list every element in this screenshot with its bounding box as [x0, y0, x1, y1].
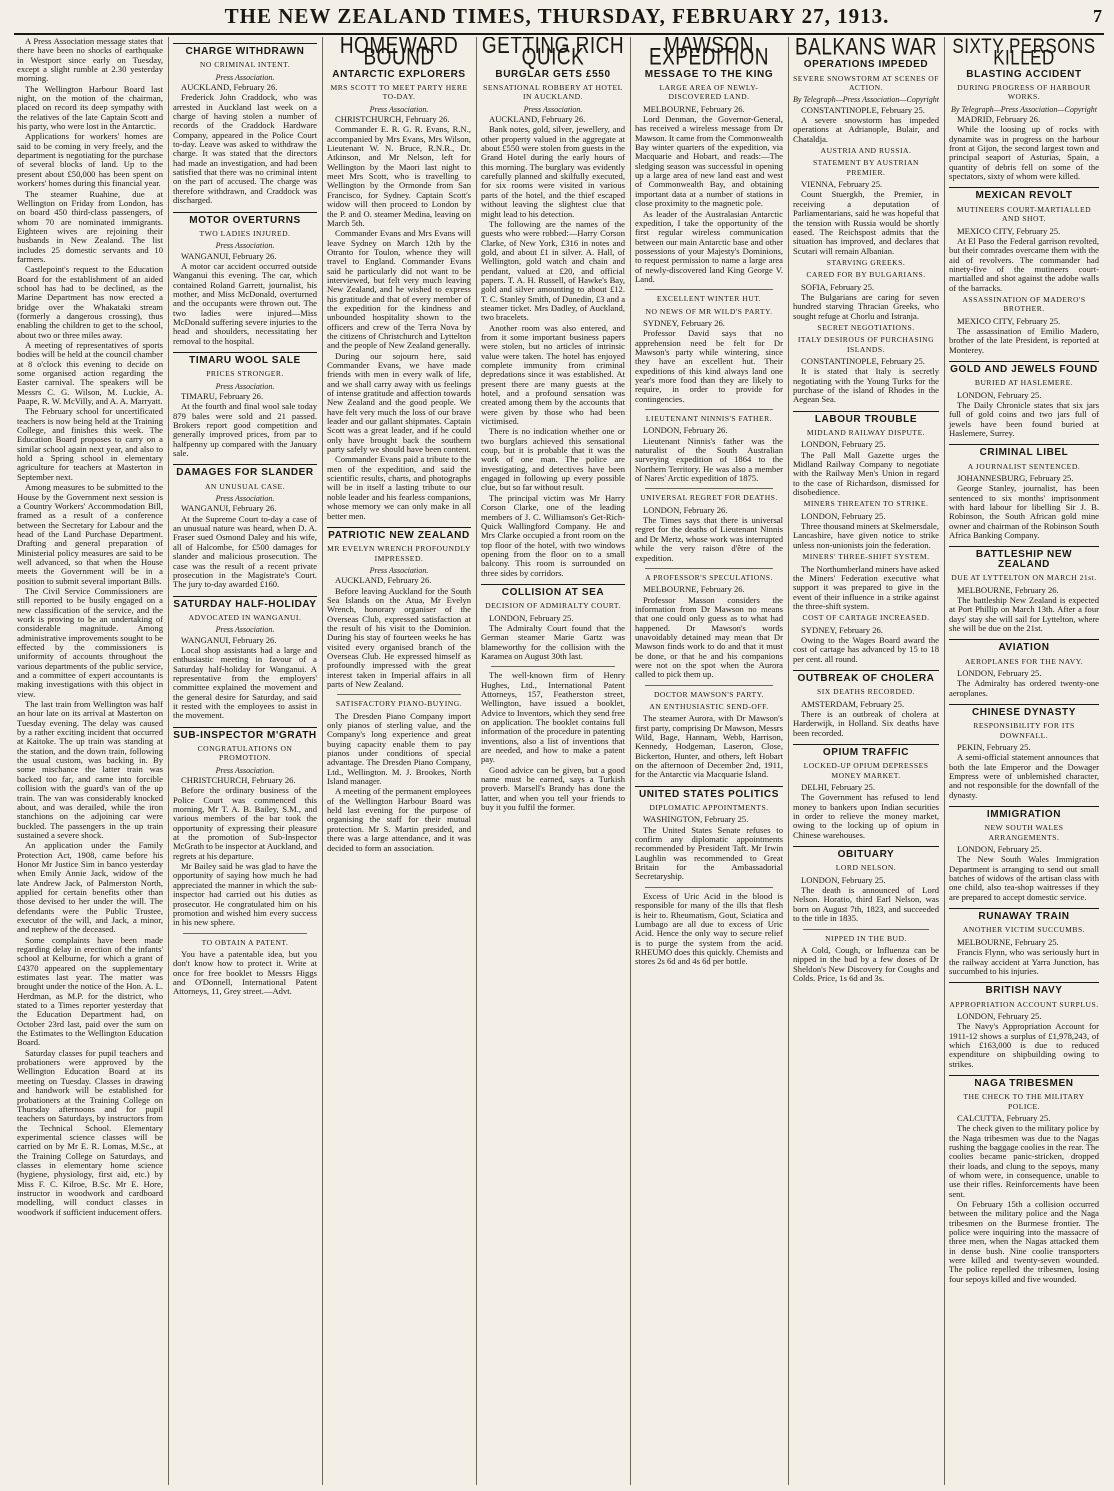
dateline: SOFIA, February 25. [801, 281, 875, 292]
article-body: Owing to the Wages Board award the cost of cartage has advanced by 15 to 18 per cent. all round. [793, 634, 939, 664]
subheadline: MUTINEERS COURT-MARTIALLED AND SHOT. [956, 204, 1092, 224]
headline: HOMEWARD BOUND [339, 37, 459, 72]
article-body: The Government has refused to lend money to bankers upon Indian securities in order to relieve the money market, owing to the locking up of opium in Chinese warehouses. [793, 792, 939, 840]
headline: GOLD AND JEWELS FOUND [950, 363, 1098, 375]
subheadline: MIDLAND RAILWAY DISPUTE. [806, 428, 926, 438]
headline: BURGLAR GETS £550 [495, 68, 611, 80]
section-rule [173, 352, 317, 353]
agency-credit: Press Association. [215, 765, 275, 775]
article-body: Commander E. R. G. R. Evans, R.N., accompanied by Mrs Evans, Mrs Wilson, Lieutenant W. N. Bruce, R.N.R., Dr. Atkinson, and Mr Nelson, left for Wellington by the Maori last night to meet Mrs Scott, who is travelling to Wellington by the Ormonde from San Francisco, for Sydney. Captain Scott's widow will then proceed to London by the P. and O. steamer Medina, leaving on March 5th. [327, 124, 471, 228]
dateline: LONDON, February 25. [957, 389, 1042, 400]
paragraph: The Civil Service Commissioners are still reported to be busily engaged on a new classification of the service, and the work is proving to be an undertaking of considerable magnitude. Among administrative improvements sought to be effected by the commissioners is uniformity of accounts throughout the various departments of the public service, and a committee of expert accountants is making investigations with this object in view. [17, 585, 163, 699]
agency-credit: Press Association. [369, 565, 429, 575]
dateline: LONDON, February 25. [957, 844, 1042, 855]
headline: OPIUM TRAFFIC [822, 747, 910, 758]
paragraph: Among measures to be submitted to the House by the Government next session is a Country Workers' Accommodation Bill, framed as a result of a conference between the Secretary for Labour and the head of the Land Purchase Department. Drafting and general preparation of Ministerial policy measures are said to be well advanced, so that when the House meets the Government will be in a position to submit several important Bills. [17, 482, 163, 586]
column-1 [14, 37, 166, 1485]
subheadline: DURING PROGRESS OF HARBOUR WORKS. [957, 83, 1091, 102]
subheadline: LIEUTENANT NINNIS'S FATHER. [645, 414, 773, 424]
article-body: The following are the names of the guests who were robbed:—Harry Corson Clarke, of New York, £316 in notes and gold, and about £1 in silver. A. Hall, of Wellington, gold watch and chain and pendant, valued at £20, and official papers. T. A. H. Russell, of Hawke's Bay, gold and silver amounting to about £12. T. C. Stanley Smith, of Dunedin, £3 and a steamer ticket. Mrs Dadley, of Auckland, two bracelets. [481, 218, 626, 323]
dateline: CONSTANTINOPLE, February 25. [801, 355, 925, 366]
subheadline: SATISFACTORY PIANO-BUYING. [335, 699, 463, 709]
article-body: The well-known firm of Henry Hughes, Ltd., International Patent Attorneys, 157, Featherston street, Wellington, have issued a booklet, Advice to Inventors, which they send free on application. The booklet contains full information of the procedure in patenting inventions, also a list of inventions that are needed, and how to make a patent pay. [481, 670, 625, 765]
article-body: Good advice can be given, but a good name must be earned, says a Turkish proverb. Marsell's Brandy has done the latter, and when you tell your friends to buy it you fulfil the former. [481, 764, 625, 813]
paragraph: The February school for uncertificated teachers is now being held at the Training College, and finishes this week. The Education Board proposes to carry on a similar school again next year, and also to hold a Spring school in elementary agriculture for teachers at Masterton in September next. [17, 406, 163, 482]
separator [645, 887, 773, 888]
article-body: At the Supreme Court to-day a case of an unusual nature was heard, when D. A. Fraser sued Osmond Daley and his wife, all of Halcombe, for £500 damages for slander and malicious prosecution. The case was the result of a recent private prosecution in the Magistrate's Court. The jury to-day awarded £160. [173, 513, 317, 590]
dateline: CALCUTTA, February 25. [957, 1112, 1051, 1123]
dateline: MELBOURNE, February 25. [957, 936, 1059, 947]
article-body: There is an outbreak of cholera at Harderwijk, in Holland. Six deaths have been recorded. [793, 708, 939, 738]
dateline: AUCKLAND, February 26. [181, 82, 278, 93]
headline: IMMIGRATION [986, 809, 1062, 821]
headline: AVIATION [998, 642, 1050, 654]
masthead [0, 0, 1114, 32]
headline: PATRIOTIC NEW ZEALAND [328, 529, 470, 541]
article-body: The Admiralty has ordered twenty-one aeroplanes. [949, 678, 1099, 698]
dateline: AUCKLAND, February 26. [489, 114, 586, 125]
column-3 [324, 37, 474, 1485]
dateline: JOHANNESBURG, February 25. [957, 473, 1074, 484]
subheadline: AN UNUSUAL CASE. [204, 481, 286, 491]
column-5 [632, 37, 786, 1485]
paragraph: Some complaints have been made regarding delay in erection of the infants' school at Kelburne, for which a grant of £4370 appeared on the supplementary estimates last year. The matter was brought under the notice of the Hon. A. L. Herdman, as M.P. for the district, who stated to a Times reporter yesterday that the Education Department had, on October 23rd last, paid over the sum on the Estimates to the Wellington Education Board. [17, 934, 163, 1048]
article-body: Local shop assistants had a large and enthusiastic meeting in favour of a Saturday half-holiday for Wanganui. A representative from the employers' committee explained the movement and the general desire for Saturday, and said it rested with the employees to assist in the movement. [173, 644, 317, 721]
subheadline: NEW SOUTH WALES ARRANGEMENTS. [984, 823, 1064, 842]
subheadline: A PROFESSOR'S SPECULATIONS. [645, 572, 773, 582]
dateline: LONDON, February 25. [957, 667, 1042, 678]
dateline: LONDON, February 25. [801, 439, 886, 450]
section-rule [327, 527, 471, 528]
subheadline: COST OF CARTAGE INCREASED. [802, 613, 930, 623]
headline: SUB-INSPECTOR M'GRATH [173, 729, 317, 741]
agency-credit: Press Association. [215, 625, 275, 635]
headline: MAWSON EXPEDITION [648, 37, 770, 72]
subheadline: ADVOCATED IN WANGANUI. [188, 612, 302, 622]
section-rule [173, 43, 317, 44]
subheadline: STARVING GREEKS. [826, 257, 906, 267]
subheadline: RESPONSIBILITY FOR ITS DOWNFALL. [973, 721, 1075, 740]
dateline: VIENNA, February 25. [801, 179, 883, 190]
headline: SIXTY PERSONS KILLED [952, 37, 1096, 70]
article-body: The Navy's Appropriation Account for 1911-12 shows a surplus of £1,978,243, of which £163,000 is due to reduced expenditure on shipbuilding owing to strikes. [949, 1021, 1099, 1069]
agency-credit: Press Association. [523, 104, 583, 114]
advertisement: You have a patentable idea, but you don't know how to protect it. Write at once for free booklet to Messrs Higgs and O'Donnell, International Patent Attorneys, 11, Grey street.—Advt. [173, 948, 317, 997]
article-body: Three thousand miners at Skelmersdale, Lancashire, have given notice to strike unless non-unionists join the federation. [793, 521, 939, 550]
column-rule [630, 37, 631, 1485]
section-rule [949, 639, 1099, 640]
article-body: Bank notes, gold, silver, jewellery, and other property valued in the aggregate at about £550 were stolen from guests in the Grand Hotel during the early hours of this morning. The burglary was evidently carefully planned and skilfully executed, for six rooms were visited in various parts of the hotel, and the thief escaped without leaving the slightest clue that might lead to his detection. [481, 124, 625, 219]
subheadline: AUSTRIA AND RUSSIA. [820, 146, 912, 156]
subheadline: UNIVERSAL REGRET FOR DEATHS. [640, 493, 778, 503]
article-body: The Daily Chronicle states that six jars full of gold coins and two jars full of jewels have been found buried at Haslemere, Surrey. [949, 400, 1099, 439]
dateline: CHRISTCHURCH, February 26. [335, 114, 450, 125]
article-body: Mr Bailey said he was glad to have the opportunity of saying how much he had appreciated the manner in which the sub-inspector had carried out his duties as prosecutor. He congratulated him on his promotion and wished him every success in his new sphere. [173, 861, 317, 928]
section-rule [949, 806, 1099, 807]
article-body: Commander Evans paid a tribute to the men of the expedition, and said the scientific results, charts, and photographs will be in itself a lasting tribute to our noble leader and his fearless companions, whose memory we can only make in all better men. [327, 454, 471, 521]
dateline: LONDON, February 25. [801, 874, 886, 885]
paragraph: A Press Association message states that there have been no shocks of earthquake in Westport since early on Tuesday, except a slight rumble at 2.30 yesterday morning. [17, 37, 163, 84]
headline: OUTBREAK OF CHOLERA [797, 672, 935, 684]
section-rule [173, 596, 317, 597]
subheadline: NO NEWS OF MR WILD'S PARTY. [645, 306, 773, 316]
subheadline: SIX DEATHS RECORDED. [817, 687, 915, 697]
headline: MEXICAN REVOLT [975, 190, 1073, 202]
masthead-rule [14, 33, 1104, 35]
subheadline: LOCKED-UP OPIUM DEPRESSES MONEY MARKET. [803, 761, 929, 780]
subheadline: NO CRIMINAL INTENT. [199, 60, 291, 70]
subheadline: CARED FOR BY BULGARIANS. [806, 270, 926, 280]
headline: MESSAGE TO THE KING [644, 68, 774, 80]
article-body: The Bulgarians are caring for seven hundred starving Thracian Greeks, who sought refuge at Chorlu and Istranja. [793, 291, 939, 321]
article-body: Another room was also entered, and from it some important business papers were stolen, but no articles of intrinsic value were taken. The hotel has enjoyed complete immunity from criminal depredations since it was established. At present there are many guests at the hotel, and a profound sensation was created among them by the accounts that were given by those who had been victimised. [481, 322, 625, 427]
agency-credit: By Telegraph—Press Association—Copyright [951, 104, 1097, 114]
dateline: AMSTERDAM, February 25. [801, 698, 905, 709]
headline: BLASTING ACCIDENT [966, 68, 1082, 80]
article-body: Before leaving Auckland for the South Sea Islands on the Atua, Mr Evelyn Wrench, honorary organiser of the Overseas Club, expressed satisfaction at the result of his visit to the Dominion. During his stay of fourteen weeks he has visited every organised branch of the Overseas Club. He expressed himself as profoundly impressed with the great interest taken in Imperial affairs in all parts of New Zealand. [327, 585, 471, 689]
section-rule [949, 704, 1099, 705]
article-body: George Stanley, journalist, has been sentenced to six months' imprisonment with hard labour for libelling Sir J. B. Robinson, the South African gold mine owner and chairman of the Robinson South Africa Banking Company. [949, 483, 1099, 541]
article-body: The Northumberland miners have asked the Miners' Federation executive what support it was prepared to give in the event of their influence in a strike against the three-shift system. [793, 563, 939, 611]
column-rule [322, 37, 323, 1485]
subheadline: A JOURNALIST SENTENCED. [967, 461, 1081, 471]
paragraph: The steamer Ruahine, due at Wellington on Friday from London, has on board 450 third-class passengers, of whom 70 are nominated immigrants. Eighteen wives are rejoining their husbands in New Zealand. The list includes 25 domestic servants and 10 farmers. [17, 188, 163, 264]
dateline: MELBOURNE, February 26. [643, 103, 745, 114]
article-body: The death is announced of Lord Nelson. Horatio, third Earl Nelson, was born on August 7th, 1823, and succeeded to the title in 1835. [793, 885, 939, 924]
dateline: AUCKLAND, February 26. [335, 575, 432, 586]
section-rule [949, 1075, 1099, 1076]
dateline: LONDON, February 26. [643, 425, 728, 436]
agency-credit: Press Association. [215, 72, 275, 82]
column-4 [478, 37, 628, 1485]
section-rule [949, 187, 1099, 188]
dateline: SYDNEY, February 26. [801, 624, 883, 635]
subheadline: DOCTOR MAWSON'S PARTY. [653, 689, 765, 699]
subheadline: CONGRATULATIONS ON PROMOTION. [197, 744, 293, 763]
headline: OPERATIONS IMPEDED [803, 59, 929, 71]
section-rule [949, 546, 1099, 547]
separator [491, 666, 615, 667]
column-rule [476, 37, 477, 1485]
article-body: The Times says that there is universal regret for the deaths of Lieutenant Ninnis and Dr Mertz, whose work was interrupted while the very raison d'être of the expedition. [635, 515, 783, 563]
page-number: 7 [1093, 6, 1102, 26]
article-body: As leader of the Australasian Antarctic expedition, I take the opportunity of the first regular wireless communication between our main Antarctic base and other possessions of your Majesty's Dominions, to request permission to name a large area of newly-discovered land King George V. Land. [635, 208, 783, 284]
article-body: During our sojourn here, said Commander Evans, we have made friends with men in every walk of life, and we shall carry away with us feelings of intense gratitude and affection towards New Zealand and the good people. We have felt very much the loss of our brave leader and our gallant shipmates. Captain Scott was a great leader, and if he could only have brought back the southern party safely we should have been content. [327, 350, 471, 455]
dateline: WANGANUI, February 26. [181, 503, 277, 514]
subheadline: THE CHECK TO THE MILITARY POLICE. [963, 1092, 1085, 1111]
section-rule [481, 584, 625, 585]
dateline: CHRISTCHURCH, February 26. [181, 775, 296, 786]
headline: SATURDAY HALF-HOLIDAY [173, 598, 317, 610]
separator [645, 685, 773, 686]
subheadline: NIPPED IN THE BUD. [825, 933, 907, 943]
headline: LABOUR TROUBLE [814, 413, 918, 425]
article-body: Francis Flynn, who was seriously hurt in the railway accident at Yarra Junction, has succumbed to his injuries. [949, 947, 1099, 976]
column-7 [946, 37, 1102, 1485]
article-body: The New South Wales Immigration Department is arranging to send out small batches of widows of the artisan class with one child, also tea-shop waitresses if they are prepared to accept domestic service. [949, 854, 1099, 902]
subheadline: MINERS THREATEN TO STRIKE. [803, 499, 929, 509]
article-body: Lord Denman, the Governor-General, has received a wireless message from Dr Mawson. It came from the Commonwealth Bay winter quarters of the expedition, via Macquarie and Hobart, and reads:—The sledging season was successful in opening up a large area of new land east and west of Commonwealth Bay, and obtaining important data at a number of stations in close proximity to the magnetic pole. [635, 114, 783, 209]
dateline: MEXICO CITY, February 25. [957, 225, 1061, 236]
subheadline: TO OBTAIN A PATENT. [201, 937, 289, 947]
headline: ANTARCTIC EXPLORERS [332, 68, 466, 80]
article-body: The steamer Aurora, with Dr Mawson's first party, comprising Dr Mawson, Messrs Wild, Bage, Hannam, Webb, Harrison, Kennedy, Hodgeman, Laseron, Close, Bickerton, Hunter, and others, left Hobart on the afternoon of December 2nd, 1911, for the Antarctic via Macquarie Island. [635, 713, 783, 780]
subheadline: AEROPLANES FOR THE NAVY. [964, 656, 1084, 666]
section-rule [173, 464, 317, 465]
subheadline: LORD NELSON. [835, 863, 897, 873]
headline: OBITUARY [837, 849, 895, 861]
subheadline: AN ENTHUSIASTIC SEND-OFF. [649, 701, 769, 711]
dateline: LONDON, February 25. [801, 510, 886, 521]
dateline: PEKIN, February 25. [957, 741, 1031, 752]
subheadline: DIPLOMATIC APPOINTMENTS. [649, 803, 769, 813]
article-body: The battleship New Zealand is expected at Port Phillip on March 13th. After a four days' stay she will sail for Lyttelton, where she will be due on the 21st. [949, 594, 1099, 633]
subheadline: DUE AT LYTTELTON ON MARCH 21st. [951, 573, 1097, 583]
subheadline: LARGE AREA OF NEWLY-DISCOVERED LAND. [659, 83, 759, 102]
subheadline: EXCELLENT WINTER HUT. [656, 294, 762, 304]
article-body: On February 15th a collision occurred between the military police and the Naga tribesmen on the Burmese frontier. The police were inquiring into the massacre of three men, when the Nagas attacked them in dense bush. Nine coolie transporters were killed and twenty-seven wounded. The police repelled the tribesmen, losing four sepoys killed and five wounded. [949, 1199, 1099, 1284]
column-rule [944, 37, 945, 1485]
dateline: DELHI, February 25. [801, 782, 875, 793]
subheadline: DECISION OF ADMIRALTY COURT. [485, 601, 621, 611]
article-body: The United States Senate refuses to confirm any diplomatic appointments recommended by President Taft. Mr Irwin Laughlin was recommended to Great Britain for the Ambassadorial Secretaryship. [635, 824, 783, 882]
dateline: WASHINGTON, February 25. [643, 814, 749, 825]
subheadline: ANOTHER VICTIM SUCCUMBS. [962, 925, 1086, 935]
agency-credit: By Telegraph—Press Association—Copyright [793, 95, 939, 105]
subheadline: SENSATIONAL ROBBERY AT HOTEL IN AUCKLAND. [483, 83, 623, 102]
agency-credit: Press Association. [215, 494, 275, 504]
section-rule [949, 908, 1099, 909]
section-rule [635, 786, 783, 787]
column-rule [168, 37, 169, 1485]
article-body: A semi-official statement announces that both the late Emperor and the Dowager Empress were of unblemished character, and not responsible for the downfall of the dynasty. [949, 752, 1099, 800]
paragraph: An application under the Family Protection Act, 1908, came before his Honor Mr Justice Sim in banco yesterday when Emily Annie Jack, widow of the late Andrew Jack, of Palmerston North, applied for certain benefits other than those devised to her under the will. The defendants were the Public Trustee, executor of the will, and Jack, a minor, and nephew of the deceased. [17, 840, 163, 935]
headline: CHARGE WITHDRAWN [185, 46, 305, 57]
subheadline: SEVERE SNOWSTORM AT SCENES OF ACTION. [793, 73, 939, 93]
separator [645, 289, 773, 290]
section-rule [793, 846, 939, 847]
paragraph: Castlepoint's request to the Education Board for the establishment of an aided school has had to be declined, as the Marine Department has now erected a bridge over the Whakataki stream (formerly a dangerous crossing), thus enabling the children to get to the school, about two or three miles away. [17, 264, 163, 340]
article-body: A severe snowstorm has impeded operations at Adrianople, Bulair, and Chataldja. [793, 115, 939, 144]
article-body: The Dresden Piano Company import only pianos of sterling value, and the Company's long experience and great buying capacity enable them to pay pianos under conditions of special advantage. The Dresden Piano Company, Ltd., Wellington. M. J. Brookes, North Island manager. [327, 710, 471, 787]
article-body: Professor Masson considers the information from Dr Mawson no means that one could only guess as to what had happened. Dr Mawson's words unavoidably detained may mean that Dr Mawson finds work to do and that it must be done, or that he and his companions were not on the spot when the Aurora called to pick them up. [635, 594, 783, 680]
article-body: The assassination of Emilio Madero, brother of the late President, is reported at Monterey. [949, 325, 1099, 355]
article-body: The Pall Mall Gazette urges the Midland Railway Company to negotiate with the Railway Men's Union in regard to the case of Richardson, dismissed for disobedience. [793, 449, 939, 498]
headline: RUNAWAY TRAIN [978, 911, 1070, 923]
separator [803, 929, 929, 930]
headline: GETTING RICH QUICK [481, 37, 625, 72]
article-body: The Admiralty Court found that the German steamer Marie Gartz was blameworthy for the collision with the Karamea on August 30th last. [481, 622, 625, 661]
headline: TIMARU WOOL SALE [189, 354, 301, 366]
section-rule [949, 361, 1099, 362]
article-body: It is stated that Italy is secretly negotiating with the Young Turks for the purchase of the island of Rhodes in the Aegean Sea. [793, 366, 939, 405]
subheadline: MR EVELYN WRENCH PROFOUNDLY IMPRESSED. [327, 544, 471, 563]
article-body: Count Stuergkh, the Premier, in receiving a deputation of Parliamentarians, said he was hopeful that the tension with Russia would be shortly eased. The Reichspost admits that the situation has improved, and declares that Scutari will remain Albanian. [793, 189, 939, 256]
dateline: MEXICO CITY, February 25. [957, 315, 1061, 326]
column-2 [170, 37, 320, 1485]
section-rule [949, 982, 1099, 983]
headline: CRIMINAL LIBEL [979, 447, 1069, 459]
section-rule [793, 744, 939, 745]
newspaper-title: THE NEW ZEALAND TIMES, THURSDAY, FEBRUARY 27, 1913. [224, 3, 890, 28]
column-6 [790, 37, 942, 1485]
article-body: While the loosing up of rocks with dynamite was in progress on the harbour front at Gijon, the second largest town and principal seaport of Asturias, Spain, a quantity of debris fell on some of the spectators, sixty of whom were killed. [949, 124, 1099, 182]
dateline: MADRID, February 26. [957, 114, 1041, 125]
article-body: Excess of Uric Acid in the blood is responsible for many of the ills that flesh is heir to. Rheumatism, Gout, Sciatica and Lumbago are all due to excess of Uric Acid. Hence the only way to secure relief is to purge the system from the acid. RHEUMO does this quickly. Chemists and stores 2s 6d and 4s 6d per bottle. [635, 890, 783, 967]
paragraph: The Wellington Harbour Board last night, on the motion of the chairman, placed on record its deep sympathy with the relatives of the late Captain Scott and his party, who were lost in the Antarctic. [17, 83, 163, 132]
subheadline: PRICES STRONGER. [206, 369, 284, 379]
article-body: The check given to the military police by the Naga tribesmen was due to the Nagas rushing the baggage coolies in the rear. The coolies became panic-stricken, dropped their loads, and clung to the sepoys, many of whom were, in consequence, unable to use their rifles. Reinforcements have been sent. [949, 1123, 1099, 1199]
dateline: WANGANUI, February 26. [181, 250, 277, 261]
subheadline: BURIED AT HASLEMERE. [974, 378, 1074, 388]
headline: BRITISH NAVY [985, 985, 1063, 997]
agency-credit: Press Association. [369, 104, 429, 114]
subheadline: STATEMENT BY AUSTRIAN PREMIER. [812, 158, 920, 177]
agency-credit: Press Association. [215, 381, 275, 391]
headline: MOTOR OVERTURNS [189, 214, 301, 226]
dateline: TIMARU, February 26. [181, 391, 264, 401]
subheadline: TWO LADIES INJURED. [199, 228, 291, 238]
subheadline: APPROPRIATION ACCOUNT SURPLUS. [949, 999, 1099, 1009]
section-rule [173, 212, 317, 213]
headline: UNITED STATES POLITICS [638, 788, 780, 800]
article-body: A meeting of the permanent employees of the Wellington Harbour Board was held last evening for the purpose of organising the staff for their mutual protection. Mr S. Martin presided, and there was a large attendance, and it was decided to form an association. [327, 786, 471, 853]
headline: BALKANS WAR [794, 37, 938, 61]
separator [645, 568, 773, 569]
dateline: LONDON, February 25. [489, 612, 574, 623]
headline: BATTLESHIP NEW ZEALAND [975, 549, 1073, 570]
dateline: MELBOURNE, February 26. [643, 584, 745, 595]
article-body: At the fourth and final wool sale today 879 bales were sold and 21 passed. Brokers report good competition and generally improved prices, from par to halfpenny up compared with the January sale. [173, 401, 317, 459]
paragraph: Applications for workers' homes are said to be coming in very freely, and the department is negotiating for the purchase of several blocks of land. Up to the present about £50,000 has been spent on workers' homes during this financial year. [17, 131, 163, 189]
dateline: SYDNEY, February 26. [643, 317, 725, 328]
subheadline: ASSASSINATION OF MADERO'S BROTHER. [962, 294, 1086, 314]
article-body: At El Paso the Federal garrison revolted, but their comrades overcame them with the aid of revolvers. The commander had ninety-five of the mutineers court-martialled and shot against the adobe walls of the barracks. [949, 235, 1099, 293]
separator [645, 409, 773, 410]
headline: DAMAGES FOR SLANDER [176, 467, 314, 479]
subheadline: SECRET NEGOTIATIONS. [817, 322, 915, 332]
article-body: The principal victim was Mr Harry Corson Clarke, one of the leading members of J. C. Williamson's Get-Rich-Quick Wallingford Company. He and Mrs Clarke occupied a front room on the top floor of the hotel, with two windows opening from the floor on to a small balcony. This room is surrounded on three sides by corridors. [481, 492, 625, 578]
paragraph: Saturday classes for pupil teachers and probationers were approved by the Wellington Education Board at its meeting on Tuesday. Classes in drawing and handwork will be established for probationers at the Training College on Thursday afternoons and for pupil teachers on Saturdays, by instructors from the Technical School. Elementary experimental science classes will be carried on by Mr E. R. Lomas, M.Sc., at the Training College on Saturdays, and classes in elementary home science (hygiene, physiology, first aid, etc.) by Miss F. C. Kilroe, B.Sc. Mr E. Hore, instructor in woodwork and cardboard modelling, will conduct classes in woodwork if sufficient inducement offers. [17, 1047, 163, 1217]
article-body: Professor David says that no apprehension need be felt for Dr Mawson's party while wintering, since they have an excellent hut. Their expeditions of this kind always land one year's more food than they are likely to require, in order to provide for contingencies. [635, 328, 783, 404]
column-rule [788, 37, 789, 1485]
article-body: Frederick John Craddock, who was arrested in Auckland last week on a charge of having stolen a number of records of the Craddock Hardware Company, appeared in the Police Court to-day. Leave was asked to withdraw the charge. It was stated that the directors had made an investigation, and had been satisfied that there was no criminal intent on the part of accused. The charge was therefore withdrawn, and Craddock was discharged. [173, 92, 317, 206]
dateline: MELBOURNE, February 26. [957, 584, 1059, 595]
article-body: There is no indication whether one or two burglars achieved this sensational coup, but it is probable that it was the work of one man. The police are investigating, and detectives have been engaged in following up every possible clue, but so far without result. [481, 426, 625, 493]
subheadline: ITALY DESIROUS OF PURCHASING ISLANDS. [797, 335, 935, 354]
headline: CHINESE DYNASTY [971, 706, 1076, 718]
section-rule [949, 444, 1099, 445]
article-body: Lieutenant Ninnis's father was the naturalist of the South Australian surveying expedition of 1864 to the Northern Territory. He was also a member of Nares' Arctic expedition of 1875. [635, 435, 783, 484]
section-rule [793, 670, 939, 671]
headline: NAGA TRIBESMEN [974, 1077, 1074, 1089]
separator [645, 488, 773, 489]
headline: COLLISION AT SEA [501, 586, 605, 598]
subheadline: MRS SCOTT TO MEET PARTY HERE TO-DAY. [330, 83, 468, 102]
article-body: A motor car accident occurred outside Wanganui this evening. The car, which contained Roland Garrett, journalist, his mother, and Miss McDonald, overturned and the occupants were thrown out. The two ladies were injured—Miss McDonald suffering severe injuries to the head and shoulders, necessitating her removal to the hospital. [173, 260, 317, 346]
paragraph: A meeting of representatives of sports bodies will be held at the council chamber at 8 o'clock this evening to decide on some organised action regarding the Easter carnival. The speakers will be Messrs C. G. Wilson, M. Luckie, A. Paape, R. W. McVilly, and A. A. Marryatt. [17, 340, 163, 407]
dateline: LONDON, February 26. [643, 504, 728, 515]
section-rule [173, 727, 317, 728]
dateline: WANGANUI, February 26. [181, 634, 277, 645]
agency-credit: Press Association. [215, 241, 275, 251]
separator [337, 694, 461, 695]
section-rule [793, 411, 939, 412]
advertisement: A Cold, Cough, or Influenza can be nipped in the bud by a few doses of Dr Sheldon's New Discovery for Coughs and Colds. Price, 1s 6d and 3s. [793, 944, 939, 983]
article-body: Before the ordinary business of the Police Court was commenced this morning, Mr T. A. B. Bailey, S.M., and various members of the bar took the opportunity of expressing their pleasure at the promotion of Sub-Inspector McGrath to be inspector at Auckland, and regrets at his departure. [173, 785, 317, 861]
separator [183, 933, 307, 934]
article-body: Commander Evans and Mrs Evans will leave Sydney on March 12th by the Otranto for Toulon, whence they will travel to England. Commander Evans said he particularly did not want to be interviewed, but felt very much leaving New Zealand, and he wished to express his gratitude and that of every member of the expedition for the kindness and unbounded hospitality shown to the officers and crew of the Terra Nova by the citizens of Christchurch and Lyttelton and the people of New Zealand generally. [327, 228, 471, 351]
paragraph: The last train from Wellington was half an hour late on its arrival at Masterton on Tuesday evening. The delay was caused by a rather exciting incident that occurred at Kaitoke. The up train was standing at the station, and the down train, following the usual custom, was backing in. By some mischance the latter train was backed too far, and came into forcible collision with the guard's van of the up train. The van was considerably knocked about, and was derailed, while the iron stanchions on the adjoining car were buckled. The passengers in the up train sustained a severe shock. [17, 699, 163, 840]
dateline: CONSTANTINOPLE, February 25. [801, 104, 925, 115]
subheadline: MINERS' THREE-SHIFT SYSTEM. [802, 552, 930, 562]
dateline: LONDON, February 25. [957, 1010, 1042, 1021]
